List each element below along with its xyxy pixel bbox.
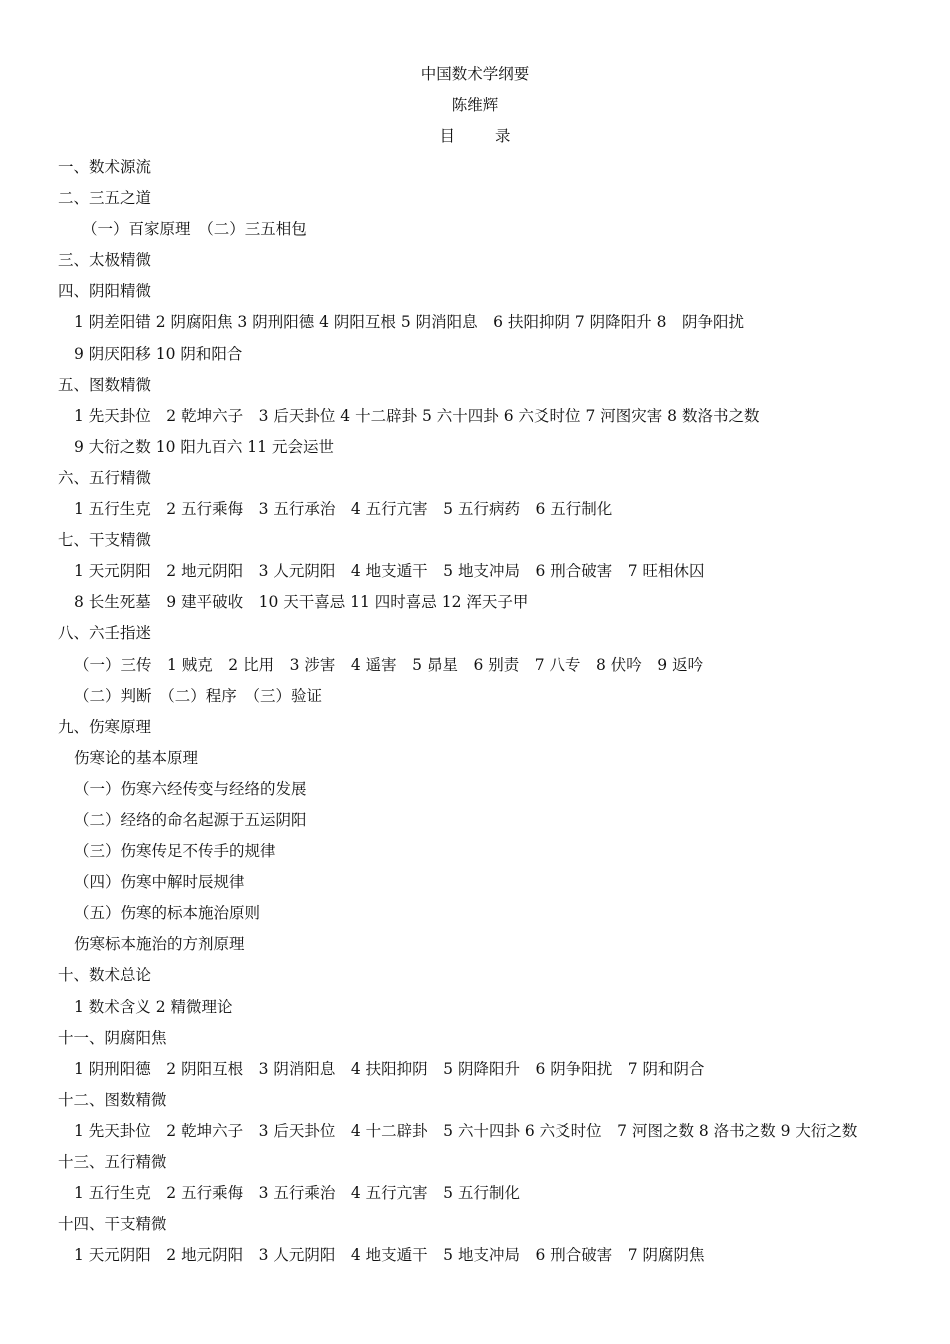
- toc-subsection: （一）伤寒六经传变与经络的发展: [74, 779, 307, 798]
- toc-heading-right: 录: [495, 127, 511, 145]
- toc-subsection: （三）伤寒传足不传手的规律: [74, 842, 276, 861]
- toc-subsections: 1 先天卦位 2 乾坤六子 3 后天卦位 4 十二辟卦 5 六十四卦 6 六爻时位 7 河图灾害 8 数洛书之数: [74, 406, 760, 425]
- toc-subsections: 1 五行生克 2 五行乘侮 3 五行乘治 4 五行亢害 5 五行制化: [74, 1184, 520, 1203]
- toc-subsections: 1 阴刑阳德 2 阴阳互根 3 阴消阳息 4 扶阳抑阴 5 阴降阳升 6 阴争阳扰 7 阴和阴合: [74, 1059, 705, 1078]
- toc-chapter: 十一、阴腐阳焦: [58, 1028, 167, 1047]
- toc-subsections: 1 五行生克 2 五行乘侮 3 五行承治 4 五行亢害 5 五行病药 6 五行制化: [74, 500, 613, 519]
- toc-subsections: （二）判断 （二）程序 （三）验证: [74, 686, 323, 705]
- toc-chapter: 十二、图数精微: [58, 1090, 167, 1109]
- toc-subsections: 1 先天卦位 2 乾坤六子 3 后天卦位 4 十二辟卦 5 六十四卦 6 六爻时位 7 河图之数 8 洛书之数 9 大衍之数: [74, 1121, 858, 1140]
- toc-chapter: 九、伤寒原理: [58, 717, 152, 736]
- toc-heading-left: 目: [439, 127, 455, 145]
- toc-chapter: 十四、干支精微: [58, 1215, 167, 1234]
- toc-subsections: 8 长生死墓 9 建平破收 10 天干喜忌 11 四时喜忌 12 浑天子甲: [74, 593, 529, 612]
- toc-chapter: 四、阴阳精微: [58, 282, 152, 301]
- toc-chapter: 六、五行精微: [58, 468, 152, 487]
- toc-chapter: 十三、五行精微: [58, 1153, 167, 1171]
- toc-subsection: （四）伤寒中解时辰规律: [74, 873, 245, 892]
- toc-subsection: （五）伤寒的标本施治原则: [74, 904, 261, 923]
- document-author: 陈维辉: [451, 96, 499, 114]
- table-of-contents: [58, 157, 898, 1276]
- toc-chapter: 七、干支精微: [58, 531, 152, 550]
- toc-subsections: 1 数术含义 2 精微理论: [74, 997, 233, 1016]
- toc-subsections: 1 阴差阳错 2 阴腐阳焦 3 阴刑阳德 4 阴阳互根 5 阴消阳息 6 扶阳抑阴 7 阴降阳升 8 阴争阳扰: [74, 313, 744, 332]
- toc-chapter: 八、六壬指迷: [58, 624, 152, 643]
- toc-chapter: 二、三五之道: [58, 189, 152, 208]
- toc-subsections: 9 大衍之数 10 阳九百六 11 元会运世: [74, 437, 334, 456]
- toc-heading: [0, 126, 950, 146]
- toc-chapter: 五、图数精微: [58, 375, 152, 394]
- toc-subsections: （一）百家原理 （二）三五相包: [82, 220, 307, 239]
- toc-chapter: 一、数术源流: [58, 158, 152, 176]
- toc-subsections: 1 天元阴阳 2 地元阴阳 3 人元阴阳 4 地支遁干 5 地支冲局 6 刑合破害 7 阴腐阴焦: [74, 1246, 705, 1265]
- toc-subsections: （一）三传 1 贼克 2 比用 3 涉害 4 遥害 5 昴星 6 别责 7 八专 8 伏吟 9 返吟: [74, 655, 704, 674]
- toc-subsection: 伤寒论的基本原理: [74, 748, 199, 767]
- toc-subsection: 伤寒标本施治的方剂原理: [74, 935, 245, 954]
- toc-subsections: 1 天元阴阳 2 地元阴阳 3 人元阴阳 4 地支遁干 5 地支冲局 6 刑合破害 7 旺相休囚: [74, 562, 705, 581]
- toc-subsection: （二）经络的命名起源于五运阴阳: [74, 810, 307, 829]
- toc-chapter: 三、太极精微: [58, 251, 152, 270]
- toc-chapter: 十、数术总论: [58, 966, 152, 985]
- toc-subsections: 9 阴厌阳移 10 阴和阳合: [74, 344, 243, 363]
- document-title: 中国数术学纲要: [420, 65, 530, 83]
